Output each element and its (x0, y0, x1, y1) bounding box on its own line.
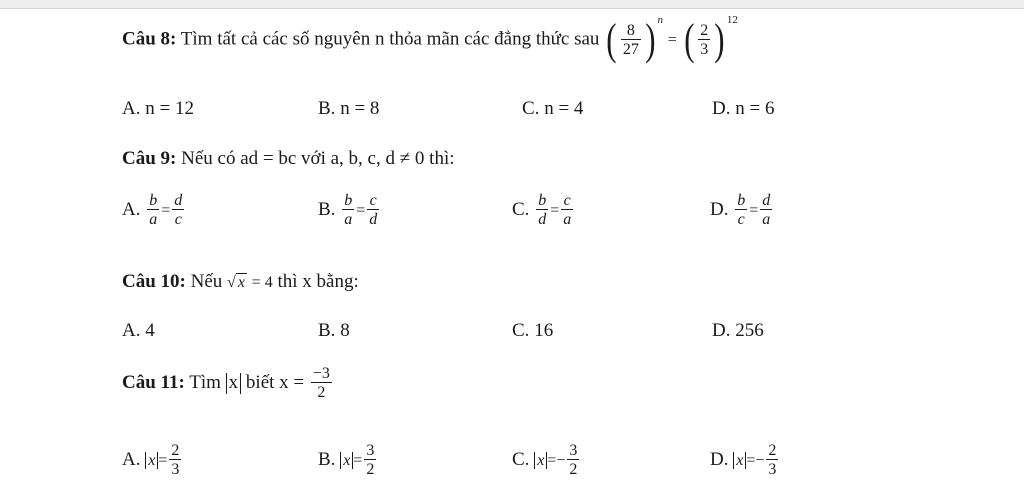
option-letter: D. (712, 98, 731, 119)
fraction-denominator: 2 (366, 461, 375, 478)
option-letter: C. (512, 320, 530, 341)
option-value: n = 6 (735, 98, 775, 119)
fraction-numerator: −3 (312, 365, 330, 382)
fraction-denominator: a (149, 211, 158, 228)
fraction-denominator: 3 (171, 461, 180, 478)
q8-option-b[interactable] (318, 98, 379, 120)
option-value: 256 (735, 320, 764, 341)
fraction-numerator: b (737, 192, 746, 209)
fraction-denominator: 2 (317, 384, 326, 401)
fraction-numerator: b (344, 192, 353, 209)
question-11-label: Câu 11: (122, 371, 185, 393)
fraction-denominator: a (762, 211, 771, 228)
abs-value: x (226, 373, 242, 394)
option-letter: D. (712, 320, 731, 341)
fraction-denominator: d (538, 211, 547, 228)
q8-lhs-exp: n (657, 14, 663, 26)
q8-eq: = (667, 31, 677, 49)
fraction-numerator: d (174, 192, 183, 209)
option-sign: − (556, 451, 566, 469)
fraction-denominator: a (344, 211, 353, 228)
option-value: n = 12 (145, 98, 194, 119)
q11-option-a[interactable]: A. x = $\frac{2}{3}$ (122, 442, 180, 478)
question-8-label: Câu 8: (122, 28, 177, 50)
sqrt-symbol: √ x (227, 274, 245, 291)
sqrt-radicand: x (237, 274, 245, 291)
option-letter: A. (122, 448, 141, 470)
option-letter: D. (710, 448, 729, 470)
q11-option-d[interactable]: D. x =− $\frac{2}{3}$ (710, 442, 777, 478)
question-11-pre: Tìm (189, 371, 221, 393)
question-8-text: Tìm tất cả các số nguyên n thỏa mãn các đẳng thức sau (180, 28, 600, 50)
q8-rhs-exp: 12 (726, 14, 738, 26)
option-letter: B. (318, 98, 336, 119)
question-9-text: Nếu có ad = bc với a, b, c, d ≠ 0 thì: (181, 148, 455, 169)
option-value: n = 8 (340, 98, 380, 119)
q8-rhs-num: 2 (700, 21, 709, 39)
fraction-numerator: 3 (569, 442, 578, 459)
q8-lhs-num: 8 (621, 23, 641, 40)
q8-option-c[interactable] (522, 98, 583, 120)
option-letter: D. (710, 198, 729, 220)
question-8: Câu 8: Tìm tất cả các số nguyên n thỏa mãn các đẳng thức sau ( $\frac{8}{27}$ ) $^n$ = ( $\frac{2}{3}$ ) $^{12}$ (122, 14, 738, 64)
q8-rhs-den: 3 (700, 40, 709, 58)
fraction-denominator: 2 (569, 461, 578, 478)
option-letter: A. (122, 198, 141, 220)
option-letter: C. (512, 448, 530, 470)
q10-option-c[interactable] (512, 320, 553, 342)
option-sign: − (755, 451, 765, 469)
option-value: 4 (145, 320, 155, 341)
q9-option-d[interactable]: D. $\frac{b}{c}$ = $\frac{d}{a}$ (710, 192, 771, 228)
option-letter: B. (318, 320, 336, 341)
option-letter: C. (512, 198, 530, 220)
question-10 (122, 271, 359, 293)
fraction-denominator: 3 (768, 461, 777, 478)
question-9 (122, 148, 455, 170)
q9-option-c[interactable]: C. $\frac{b}{d}$ = $\frac{c}{a}$ (512, 192, 572, 228)
fraction-numerator: 2 (768, 442, 777, 459)
top-border (0, 0, 1024, 9)
fraction-numerator: c (561, 193, 573, 210)
fraction-denominator: c (737, 211, 745, 228)
q8-option-d[interactable] (712, 98, 774, 120)
fraction-numerator: c (367, 193, 379, 210)
q9-option-b[interactable]: B. $\frac{b}{a}$ = $\frac{c}{d}$ (318, 192, 378, 228)
option-value: 16 (534, 320, 554, 341)
option-letter: A. (122, 98, 141, 119)
q10-option-a[interactable] (122, 320, 155, 342)
question-10-label: Câu 10: (122, 271, 186, 292)
fraction-numerator: b (538, 192, 547, 209)
fraction-denominator: a (563, 211, 572, 228)
q10-option-b[interactable] (318, 320, 350, 342)
option-letter: C. (522, 98, 540, 119)
q8-option-a[interactable] (122, 98, 194, 120)
fraction-numerator: b (149, 192, 158, 209)
q8-lhs-den: 27 (622, 40, 639, 58)
q10-option-d[interactable] (712, 320, 764, 342)
q11-option-c[interactable]: C. x =− $\frac{3}{2}$ (512, 442, 578, 478)
option-value: n = 4 (544, 98, 584, 119)
option-letter: A. (122, 320, 141, 341)
q11-option-b[interactable]: B. x = $\frac{3}{2}$ (318, 442, 375, 478)
option-letter: B. (318, 448, 336, 470)
question-10-mid: = 4 (251, 274, 273, 291)
option-value: 8 (340, 320, 350, 341)
question-11 (122, 366, 334, 401)
question-9-label: Câu 9: (122, 148, 177, 169)
fraction-numerator: 2 (171, 442, 180, 459)
option-letter: B. (318, 198, 336, 220)
fraction-numerator: 3 (366, 442, 375, 459)
question-10-pre: Nếu (190, 271, 223, 292)
fraction-denominator: c (174, 211, 182, 228)
fraction-numerator: d (762, 192, 771, 209)
q9-option-a[interactable]: A. $\frac{b}{a}$ = $\frac{d}{c}$ (122, 192, 183, 228)
fraction-denominator: d (369, 211, 378, 228)
question-11-post: biết x = (245, 371, 305, 393)
question-10-post: thì x bằng: (277, 271, 359, 292)
